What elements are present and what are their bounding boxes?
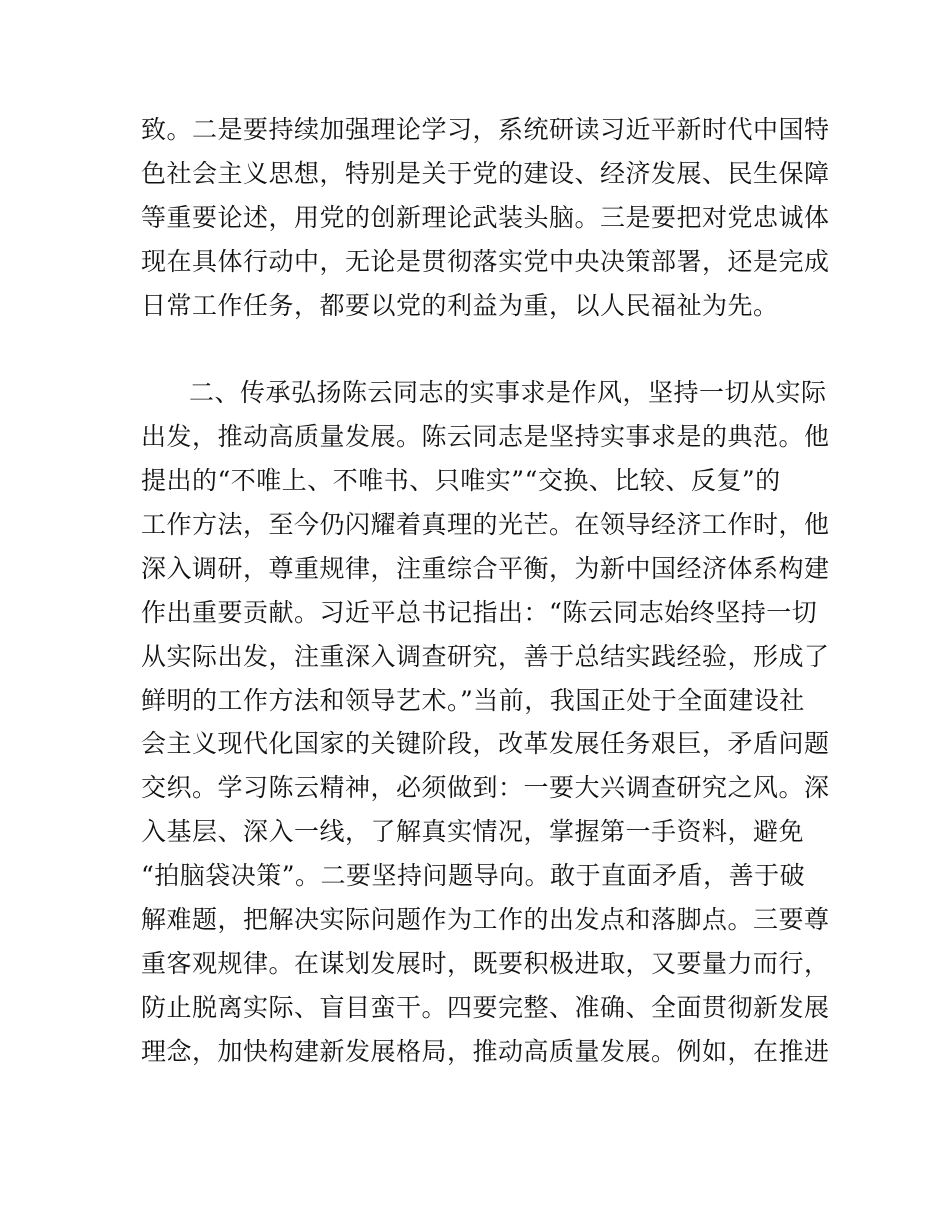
text-line: 色社会主义思想，特别是关于党的建设、经济发展、民生保障 bbox=[141, 158, 830, 188]
text-line: 入基层、深入一线，了解真实情况，掌握第一手资料，避免 bbox=[141, 817, 805, 847]
text-line: 出发，推动高质量发展。陈云同志是坚持实事求是的典范。他 bbox=[141, 422, 830, 452]
text-line: 从实际出发，注重深入调查研究，善于总结实践经验，形成了 bbox=[141, 641, 830, 671]
section-heading-line: 二、传承弘扬陈云同志的实事求是作风，坚持一切从实际 bbox=[189, 378, 827, 408]
text-line: 交织。学习陈云精神，必须做到：一要大兴调查研究之风。深 bbox=[141, 773, 830, 803]
text-line: 致。二是要持续加强理论学习，系统研读习近平新时代中国特 bbox=[141, 115, 830, 144]
text-line: “拍脑袋决策”。二要坚持问题导向。敢于直面矛盾，善于破 bbox=[141, 861, 806, 891]
text-line: 解难题，把解决实际问题作为工作的出发点和落脚点。三要尊 bbox=[141, 905, 830, 935]
text-line: 作出重要贡献。习近平总书记指出：“陈云同志始终坚持一切 bbox=[141, 597, 818, 627]
text-line: 现在具体行动中，无论是贯彻落实党中央决策部署，还是完成 bbox=[141, 246, 830, 276]
text-line: 理念，加快构建新发展格局，推动高质量发展。例如，在推进 bbox=[141, 1036, 830, 1066]
text-line: 深入调研，尊重规律，注重综合平衡，为新中国经济体系构建 bbox=[141, 553, 830, 583]
text-line: 等重要论述，用党的创新理论武装头脑。三是要把对党忠诚体 bbox=[141, 202, 830, 232]
text-line: 提出的“不唯上、不唯书、只唯实”“交换、比较、反复”的 bbox=[141, 466, 781, 496]
body-text bbox=[141, 108, 830, 1074]
text-line: 工作方法，至今仍闪耀着真理的光芒。在领导经济工作时，他 bbox=[141, 510, 830, 540]
text-line: 重客观规律。在谋划发展时，既要积极进取，又要量力而行， bbox=[141, 948, 830, 978]
text-line: 鲜明的工作方法和领导艺术。”当前，我国正处于全面建设社 bbox=[141, 685, 805, 715]
paragraph-gap bbox=[141, 327, 813, 371]
text-line: 会主义现代化国家的关键阶段，改革发展任务艰巨，矛盾问题 bbox=[141, 729, 830, 759]
text-line: 防止脱离实际、盲目蛮干。四要完整、准确、全面贯彻新发展 bbox=[141, 992, 830, 1022]
text-line: 日常工作任务，都要以党的利益为重，以人民福祉为先。 bbox=[141, 290, 779, 320]
